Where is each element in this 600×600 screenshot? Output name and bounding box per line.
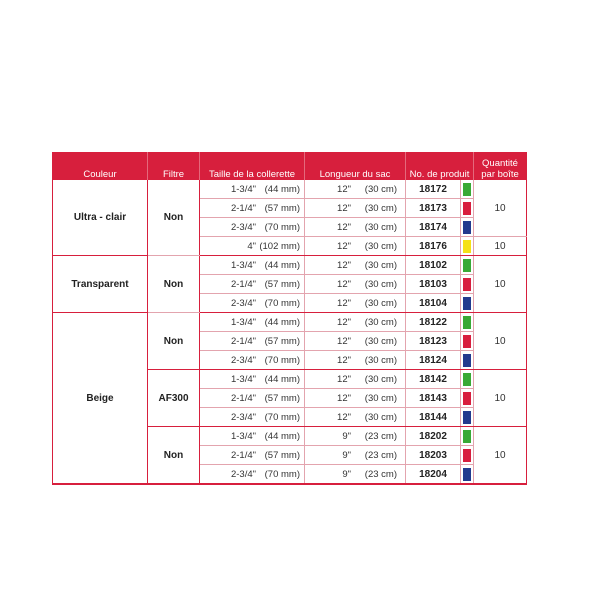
length-cell: 12" (30 cm) [305,256,406,275]
length-cell: 12" (30 cm) [305,370,406,389]
header-filtre: Filtre [148,152,200,180]
size-cell: 4" (102 mm) [200,237,305,256]
color-swatch [461,275,474,294]
product-number: 18173 [406,199,461,218]
filtre-cell: Non [148,256,200,313]
product-number: 18142 [406,370,461,389]
size-cell: 2-3/4" (70 mm) [200,465,305,485]
product-number: 18104 [406,294,461,313]
header-quantite: Quantité par boîte [474,152,527,180]
length-cell: 12" (30 cm) [305,218,406,237]
filtre-cell: Non [148,313,200,370]
header-couleur: Couleur [53,152,148,180]
size-cell: 1-3/4" (44 mm) [200,180,305,199]
size-cell: 1-3/4" (44 mm) [200,256,305,275]
size-cell: 2-1/4" (57 mm) [200,275,305,294]
header-produit: No. de produit [406,152,474,180]
length-cell: 12" (30 cm) [305,408,406,427]
color-swatch [461,199,474,218]
color-swatch [461,408,474,427]
product-number: 18203 [406,446,461,465]
color-swatch [461,313,474,332]
color-swatch [461,389,474,408]
product-number: 18102 [406,256,461,275]
couleur-cell: Ultra - clair [53,180,148,256]
product-number: 18202 [406,427,461,446]
length-cell: 12" (30 cm) [305,332,406,351]
product-number: 18174 [406,218,461,237]
header-taille: Taille de la collerette [200,152,305,180]
length-cell: 12" (30 cm) [305,180,406,199]
color-swatch [461,294,474,313]
table-row [53,313,527,332]
length-cell: 12" (30 cm) [305,351,406,370]
size-cell: 2-3/4" (70 mm) [200,294,305,313]
header-row [53,152,527,180]
product-number: 18124 [406,351,461,370]
length-cell: 12" (30 cm) [305,294,406,313]
product-number: 18122 [406,313,461,332]
size-cell: 1-3/4" (44 mm) [200,313,305,332]
size-cell: 2-3/4" (70 mm) [200,351,305,370]
quantity-cell: 10 [474,313,527,370]
quantity-cell: 10 [474,256,527,313]
quantity-cell: 10 [474,427,527,485]
length-cell: 9" (23 cm) [305,465,406,485]
filtre-cell: AF300 [148,370,200,427]
header-longueur: Longueur du sac [305,152,406,180]
size-cell: 2-3/4" (70 mm) [200,408,305,427]
color-swatch [461,237,474,256]
size-cell: 2-1/4" (57 mm) [200,199,305,218]
length-cell: 12" (30 cm) [305,389,406,408]
filtre-cell: Non [148,427,200,485]
color-swatch [461,351,474,370]
size-cell: 1-3/4" (44 mm) [200,370,305,389]
quantity-cell: 10 [474,180,527,237]
quantity-cell: 10 [474,237,527,256]
filtre-cell: Non [148,180,200,256]
product-number: 18144 [406,408,461,427]
color-swatch [461,465,474,485]
color-swatch [461,446,474,465]
couleur-cell: Beige [53,313,148,485]
table-row [53,180,527,199]
size-cell: 2-1/4" (57 mm) [200,332,305,351]
length-cell: 9" (23 cm) [305,446,406,465]
size-cell: 2-1/4" (57 mm) [200,446,305,465]
color-swatch [461,218,474,237]
color-swatch [461,332,474,351]
size-cell: 2-3/4" (70 mm) [200,218,305,237]
length-cell: 12" (30 cm) [305,199,406,218]
color-swatch [461,370,474,389]
product-number: 18176 [406,237,461,256]
product-number: 18204 [406,465,461,485]
color-swatch [461,256,474,275]
length-cell: 12" (30 cm) [305,313,406,332]
length-cell: 9" (23 cm) [305,427,406,446]
product-table [52,152,527,485]
product-number: 18143 [406,389,461,408]
color-swatch [461,180,474,199]
length-cell: 12" (30 cm) [305,237,406,256]
color-swatch [461,427,474,446]
product-number: 18103 [406,275,461,294]
product-number: 18123 [406,332,461,351]
couleur-cell: Transparent [53,256,148,313]
length-cell: 12" (30 cm) [305,275,406,294]
size-cell: 1-3/4" (44 mm) [200,427,305,446]
product-number: 18172 [406,180,461,199]
table-row [53,256,527,275]
size-cell: 2-1/4" (57 mm) [200,389,305,408]
quantity-cell: 10 [474,370,527,427]
